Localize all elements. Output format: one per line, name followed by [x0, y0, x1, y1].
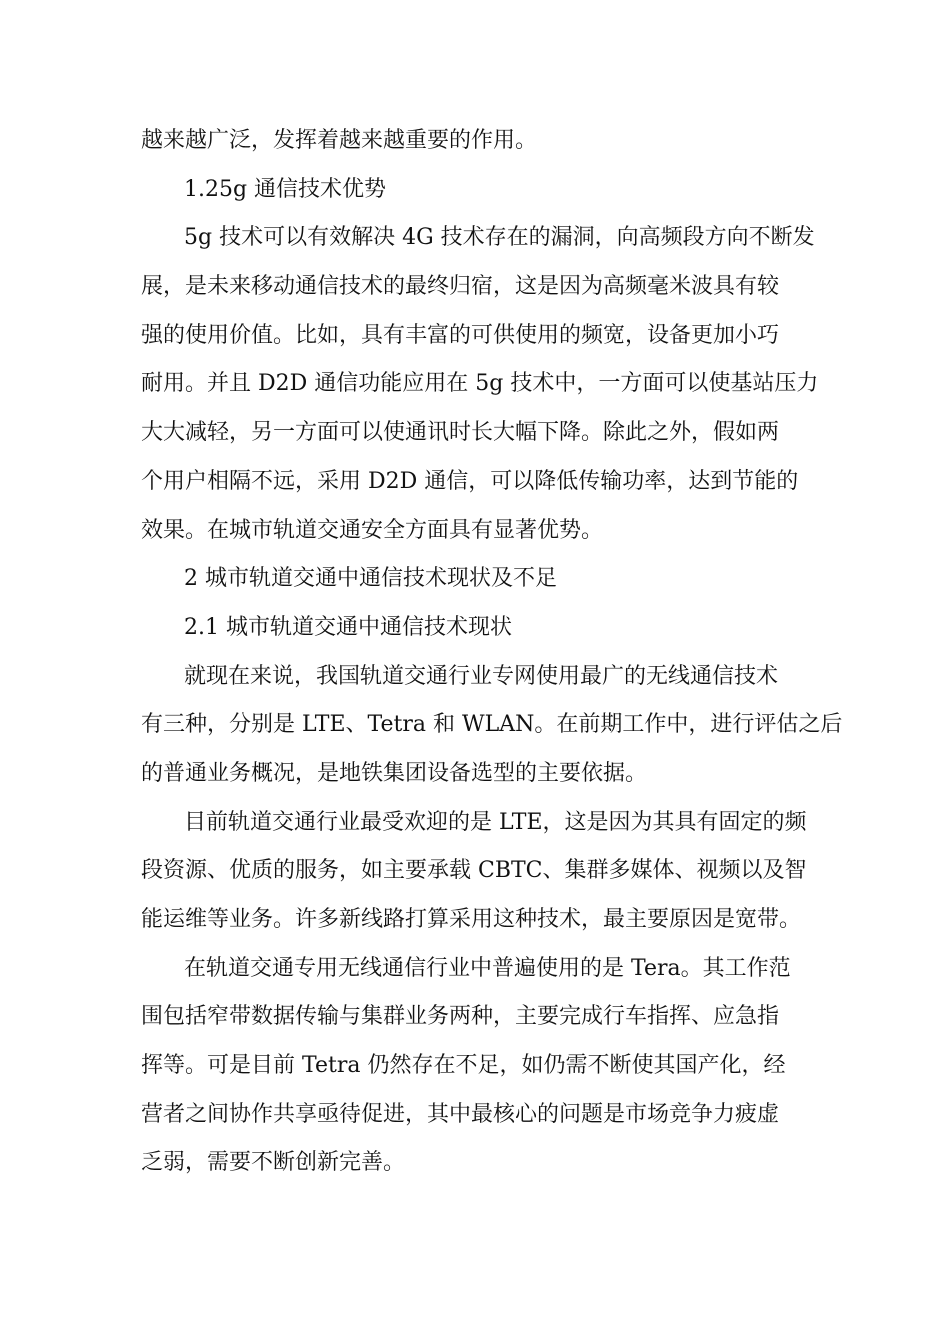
- paragraph-line: 展，是未来移动通信技术的最终归宿，这是因为高频毫米波具有较: [141, 274, 780, 300]
- paragraph-line: 能运维等业务。许多新线路打算采用这种技术，最主要原因是宽带。: [141, 907, 802, 932]
- paragraph-line: 挥等。可是目前 Tetra 仍然存在不足，如仍需不断使其国产化，经: [141, 1053, 786, 1079]
- section-heading-2: 2 城市轨道交通中通信技术现状及不足: [184, 566, 557, 592]
- paragraph-line: 营者之间协作共享亟待促进，其中最核心的问题是市场竞争力疲虚: [141, 1101, 780, 1127]
- paragraph-line: 5g 技术可以有效解决 4G 技术存在的漏洞，向高频段方向不断发: [184, 225, 815, 251]
- paragraph-line: 效果。在城市轨道交通安全方面具有显著优势。: [141, 517, 604, 543]
- paragraph-line: 耐用。并且 D2D 通信功能应用在 5g 技术中，一方面可以使基站压力: [141, 371, 819, 397]
- section-heading-1-2: 1.25g 通信技术优势: [184, 176, 387, 202]
- section-heading-2-1: 2.1 城市轨道交通中通信技术现状: [184, 614, 512, 640]
- body-text: [141, 117, 843, 1188]
- paragraph-line: 大大减轻，另一方面可以使通讯时长大幅下降。除此之外，假如两: [141, 420, 780, 446]
- paragraph-line: 强的使用价值。比如，具有丰富的可供使用的频宽，设备更加小巧: [141, 322, 780, 348]
- paragraph-line: 在轨道交通专用无线通信行业中普遍使用的是 Tera。其工作范: [184, 955, 791, 981]
- paragraph-line: 乏弱，需要不断创新完善。: [141, 1150, 406, 1176]
- paragraph-line: 就现在来说，我国轨道交通行业专网使用最广的无线通信技术: [184, 663, 779, 689]
- paragraph-line: 围包括窄带数据传输与集群业务两种，主要完成行车指挥、应急指: [141, 1004, 780, 1030]
- paragraph-line: 个用户相隔不远，采用 D2D 通信，可以降低传输功率，达到节能的: [141, 468, 799, 494]
- paragraph-continuation-line: 越来越广泛，发挥着越来越重要的作用。: [141, 128, 538, 153]
- paragraph-line: 有三种，分别是 LTE、Tetra 和 WLAN。在前期工作中，进行评估之后: [141, 712, 843, 738]
- paragraph-line: 段资源、优质的服务，如主要承载 CBTC、集群多媒体、视频以及智: [141, 858, 807, 884]
- paragraph-line: 的普通业务概况，是地铁集团设备选型的主要依据。: [141, 760, 648, 786]
- paragraph-line: 目前轨道交通行业最受欢迎的是 LTE，这是因为其具有固定的频: [184, 809, 807, 835]
